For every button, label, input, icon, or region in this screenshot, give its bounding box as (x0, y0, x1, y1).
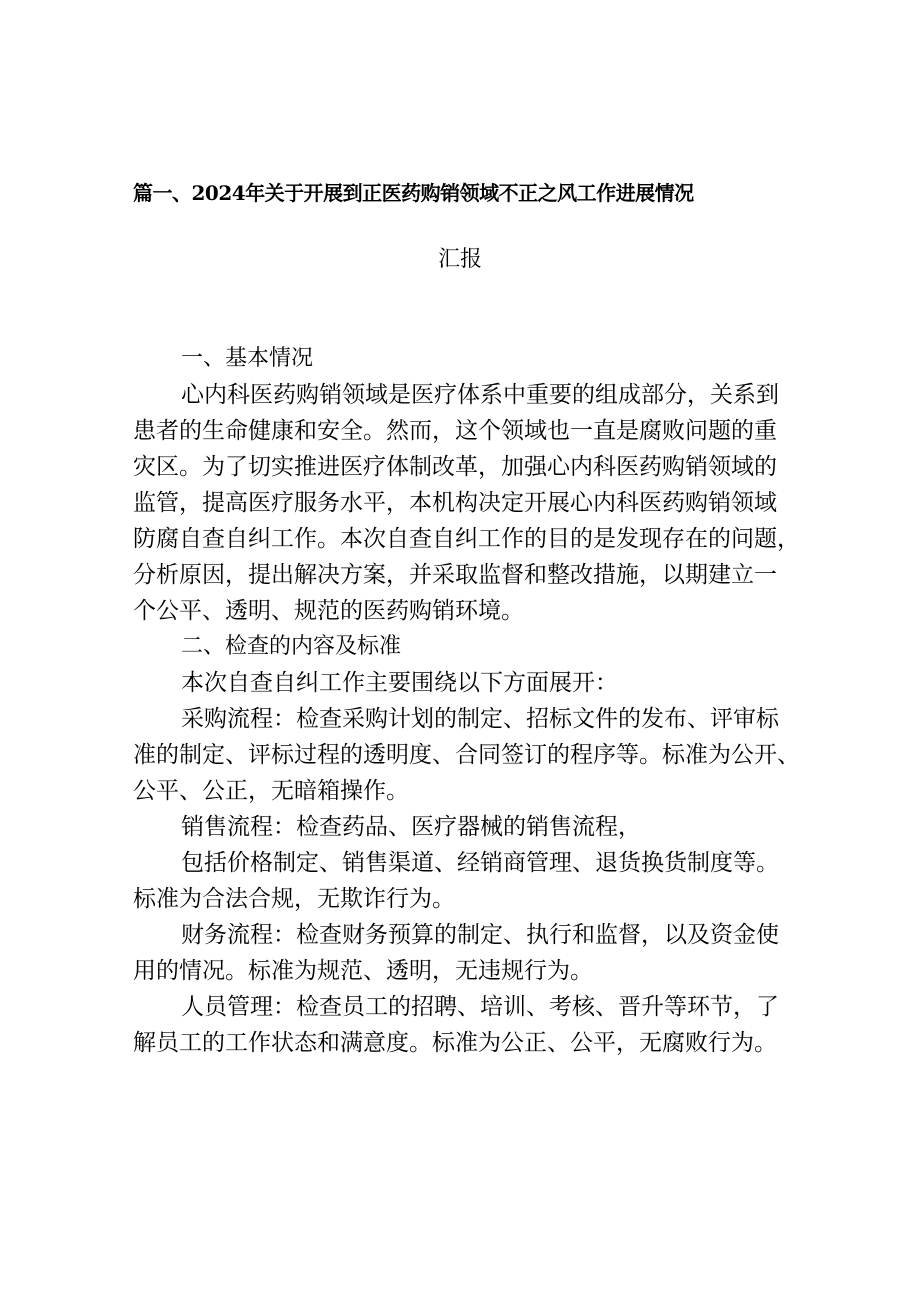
document-body (133, 341, 800, 1061)
paragraph-line: 公平、公正，无暗箱操作。 (133, 778, 409, 804)
paragraph-line: 用的情况。标准为规范、透明，无违规行为。 (133, 958, 593, 984)
section-heading-inspection-content: 二、检查的内容及标准 (181, 634, 402, 659)
paragraph-line: 准的制定、评标过程的透明度、合同签订的程序等。标准为公开、 (133, 742, 800, 768)
paragraph-line: 患者的生命健康和安全。然而，这个领域也一直是腐败问题的重 (133, 418, 777, 444)
paragraph-line: 标准为合法合规，无欺诈行为。 (133, 886, 455, 912)
paragraph-line: 灾区。为了切实推进医疗体制改革，加强心内科医药购销领域的 (133, 454, 777, 480)
paragraph-line: 采购流程：检查采购计划的制定、招标文件的发布、评审标 (181, 706, 779, 732)
document-title-line-1: 篇一、2024年关于开展到正医药购销领域不正之风工作进展情况 (133, 181, 694, 205)
document-title-line-2: 汇报 (437, 247, 482, 272)
paragraph-line: 销售流程：检查药品、医疗器械的销售流程， (181, 814, 641, 840)
paragraph-line: 监管，提高医疗服务水平，本机构决定开展心内科医药购销领域 (133, 490, 777, 516)
paragraph-line: 人员管理：检查员工的招聘、培训、考核、晋升等环节，了 (181, 994, 779, 1020)
paragraph-line: 个公平、透明、规范的医药购销环境。 (133, 598, 524, 624)
paragraph-line: 财务流程：检查财务预算的制定、执行和监督，以及资金使 (181, 922, 779, 948)
paragraph-line: 解员工的工作状态和满意度。标准为公正、公平，无腐败行为。 (133, 1030, 777, 1056)
paragraph-line: 分析原因，提出解决方案，并采取监督和整改措施，以期建立一 (133, 562, 777, 588)
paragraph-line: 本次自查自纠工作主要围绕以下方面展开： (181, 670, 618, 696)
paragraph-line: 心内科医药购销领域是医疗体系中重要的组成部分，关系到 (181, 382, 779, 408)
section-heading-basic-situation: 一、基本情况 (181, 346, 314, 371)
paragraph-line: 防腐自查自纠工作。本次自查自纠工作的目的是发现存在的问题， (133, 526, 800, 552)
paragraph-line: 包括价格制定、销售渠道、经销商管理、退货换货制度等。 (181, 850, 779, 876)
